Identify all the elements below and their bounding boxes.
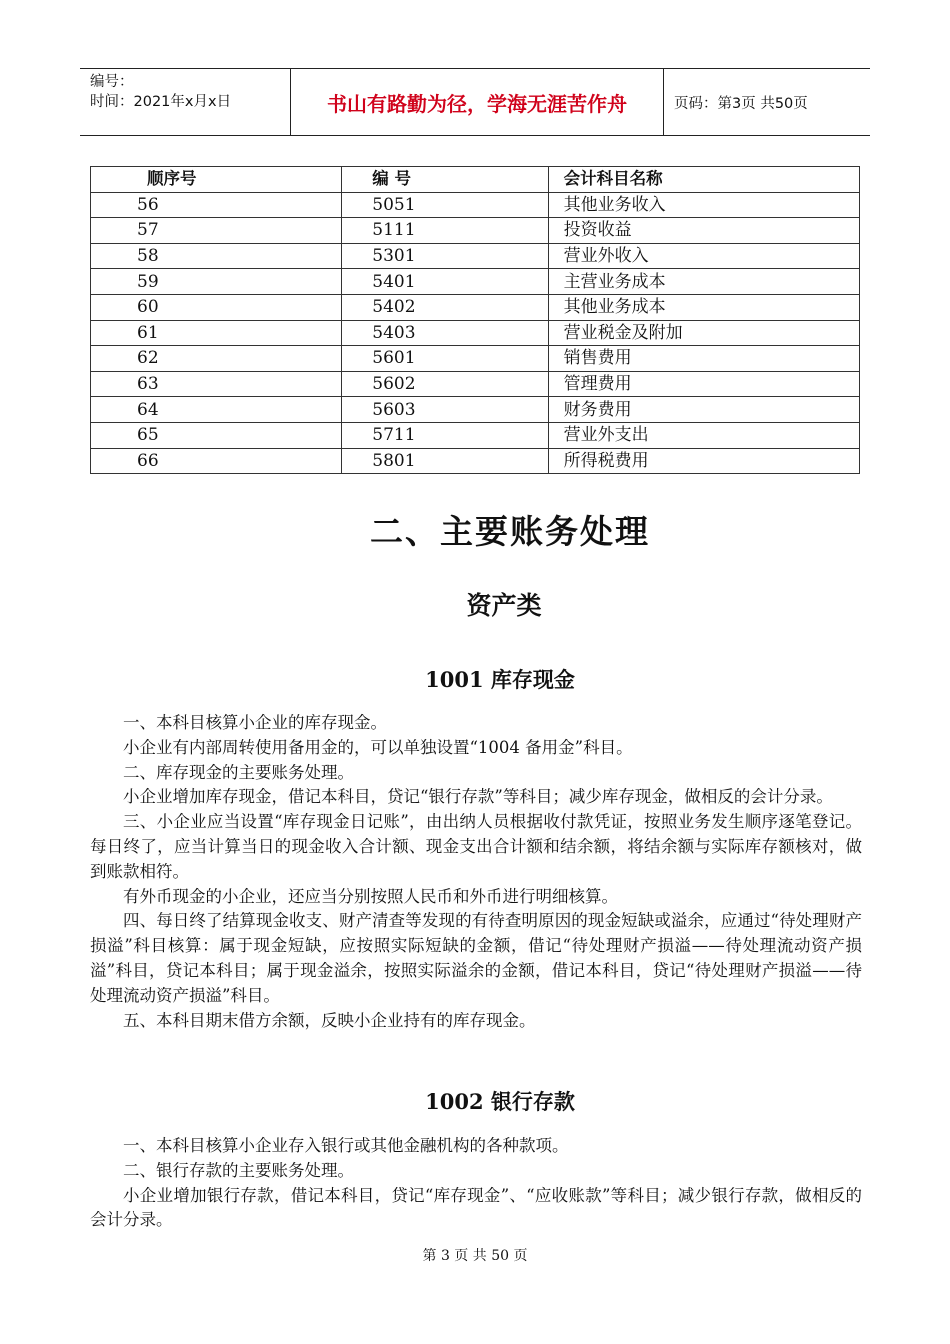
seq-cell: 64 [91, 397, 342, 423]
seq-cell: 62 [91, 346, 342, 372]
seq-cell: 57 [91, 218, 342, 244]
name-cell: 其他业务成本 [548, 294, 859, 320]
name-cell: 营业税金及附加 [548, 320, 859, 346]
column-header-name: 会计科目名称 [548, 167, 859, 193]
document-time-label: 时间：2021年x月x日 [90, 94, 232, 110]
table-row [91, 192, 860, 218]
account-1002-title: 1002 银行存款 [425, 1089, 575, 1114]
table-row [91, 294, 860, 320]
account-1002-body [90, 1134, 862, 1233]
paragraph: 小企业有内部周转使用备用金的，可以单独设置“1004 备用金”科目。 [123, 737, 633, 757]
code-cell: 5403 [342, 320, 548, 346]
seq-cell: 56 [91, 192, 342, 218]
seq-cell: 65 [91, 422, 342, 448]
name-cell: 管理费用 [548, 371, 859, 397]
code-cell: 5401 [342, 269, 548, 295]
name-cell: 主营业务成本 [548, 269, 859, 295]
paragraph: 二、库存现金的主要账务处理。 [123, 762, 354, 782]
seq-cell: 63 [91, 371, 342, 397]
column-header-seq: 顺序号 [91, 167, 342, 193]
name-cell: 其他业务收入 [548, 192, 859, 218]
paragraph: 四、每日终了结算现金收支、财产清查等发现的有待查明原因的现金短缺或溢余，应通过“待处理财产损溢”科目核算：属于现金短缺，应按照实际短缺的金额，借记“待处理财产损溢——待处理流动资产损溢”科目，贷记本科目；属于现金溢余，按照实际溢余的金额，借记本科目，贷记“待处理财产损溢——待处理流动资产损溢”科目。 [90, 911, 862, 1005]
code-cell: 5801 [342, 448, 548, 474]
table-row [91, 371, 860, 397]
seq-cell: 61 [91, 320, 342, 346]
name-cell: 销售费用 [548, 346, 859, 372]
name-cell: 投资收益 [548, 218, 859, 244]
column-header-code: 编 号 [342, 167, 548, 193]
paragraph: 一、本科目核算小企业的库存现金。 [123, 713, 387, 732]
table-row [91, 397, 860, 423]
paragraph: 五、本科目期末借方余额，反映小企业持有的库存现金。 [123, 1010, 536, 1030]
paragraph: 三、小企业应当设置“库存现金日记账”，由出纳人员根据收付款凭证，按照业务发生顺序逐笔登记。每日终了，应当计算当日的现金收入合计额、现金支出合计额和结余额，将结余额与实际库存额核对，做到账款相符。 [90, 812, 862, 881]
code-cell: 5402 [342, 294, 548, 320]
page-header [80, 68, 870, 136]
table-row [91, 320, 860, 346]
paragraph: 一、本科目核算小企业存入银行或其他金融机构的各种款项。 [123, 1136, 569, 1155]
table-row [91, 346, 860, 372]
name-cell: 财务费用 [548, 397, 859, 423]
paragraph: 有外币现金的小企业，还应当分别按照人民币和外币进行明细核算。 [123, 886, 618, 906]
name-cell: 营业外收入 [548, 243, 859, 269]
category-title: 资产类 [466, 591, 542, 620]
table-row [91, 269, 860, 295]
seq-cell: 58 [91, 243, 342, 269]
paragraph: 二、银行存款的主要账务处理。 [123, 1160, 354, 1180]
name-cell: 营业外支出 [548, 422, 859, 448]
document-number-label: 编号： [90, 74, 134, 90]
code-cell: 5051 [342, 192, 548, 218]
table-header-row [91, 167, 860, 193]
code-cell: 5602 [342, 371, 548, 397]
table-row [91, 422, 860, 448]
account-1001-body [90, 711, 862, 1033]
code-cell: 5711 [342, 422, 548, 448]
code-cell: 5603 [342, 397, 548, 423]
page-footer: 第 3 页 共 50 页 [422, 1248, 528, 1264]
seq-cell: 60 [91, 294, 342, 320]
header-info [80, 69, 291, 135]
seq-cell: 59 [91, 269, 342, 295]
paragraph: 小企业增加银行存款，借记本科目，贷记“库存现金”、“应收账款”等科目；减少银行存款，做相反的会计分录。 [90, 1185, 862, 1230]
header-page-label: 页码：第3页 共50页 [674, 95, 808, 112]
table-row [91, 243, 860, 269]
section-title: 二、主要账务处理 [370, 512, 650, 551]
seq-cell: 66 [91, 448, 342, 474]
code-cell: 5301 [342, 243, 548, 269]
table-row [91, 448, 860, 474]
code-cell: 5111 [342, 218, 548, 244]
header-motto: 书山有路勤为径，学海无涯苦作舟 [291, 69, 664, 135]
code-cell: 5601 [342, 346, 548, 372]
account-1001-title: 1001 库存现金 [425, 667, 575, 692]
table-row [91, 218, 860, 244]
name-cell: 所得税费用 [548, 448, 859, 474]
paragraph: 小企业增加库存现金，借记本科目，贷记“银行存款”等科目；减少库存现金，做相反的会计分录。 [123, 787, 833, 807]
account-table [90, 166, 860, 474]
